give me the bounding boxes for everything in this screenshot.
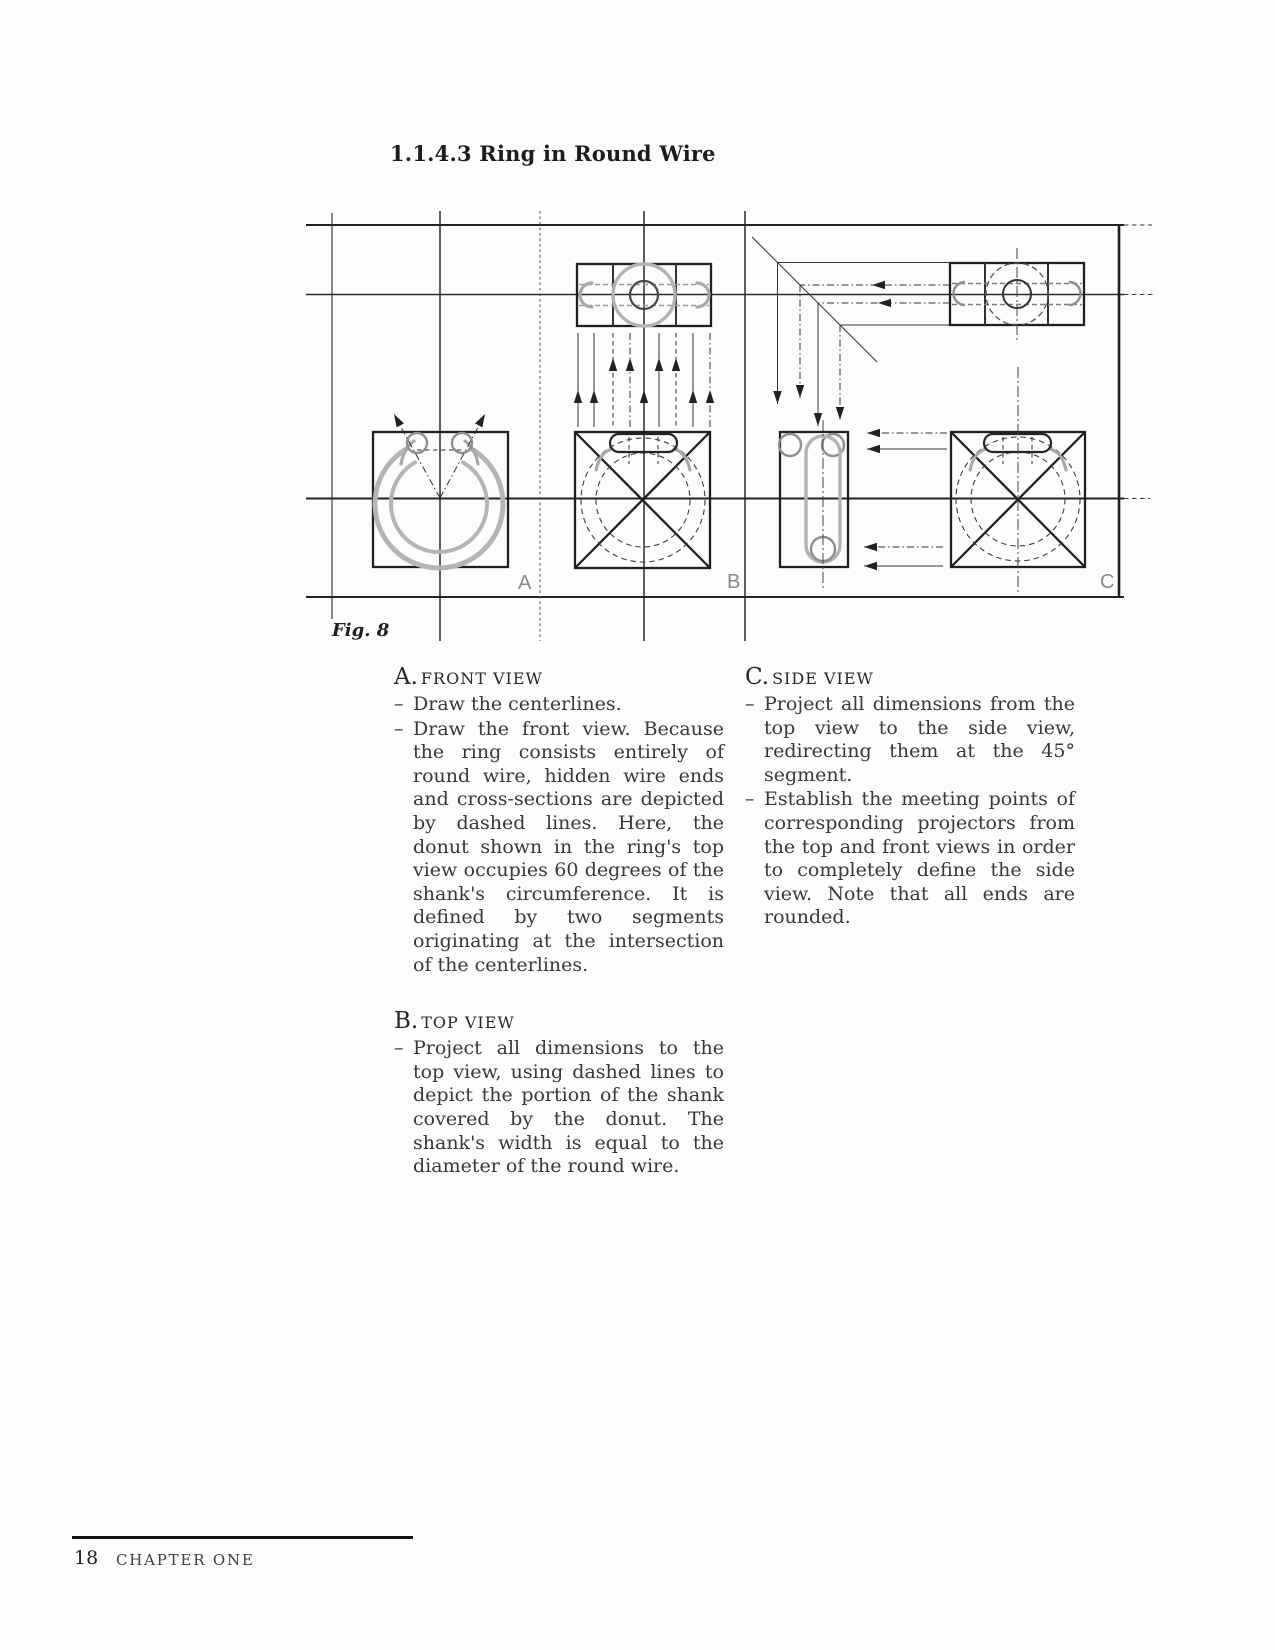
section-b-letter: B. <box>394 1008 419 1035</box>
section-c-letter: C. <box>745 664 770 690</box>
section-b-bullet-1 <box>394 1037 724 1179</box>
bullet-dash: – <box>394 717 404 740</box>
bullet-text: Draw the centerlines. <box>413 693 622 715</box>
bullet-dash: – <box>745 693 755 715</box>
section-a-bullet-2 <box>394 718 724 978</box>
bullet-text: Draw the front view. Because the ring consists entirely of round wire, hidden wire ends and cross-sections are depicted by dashed lines. Here, the donut shown in the ring's top view occupies 60 degrees of the shank's circumference. It is defined by two segments originating at the intersection of the centerlines. <box>413 717 724 976</box>
section-a-letter: A. <box>394 664 418 690</box>
footer-page-number: 18 <box>74 1547 99 1569</box>
text-column-left <box>394 664 724 1179</box>
section-c-heading <box>745 664 1075 692</box>
section-a-title: FRONT VIEW <box>420 669 543 688</box>
section-b-title: TOP VIEW <box>421 1013 515 1033</box>
panel-label-a: A <box>518 572 532 594</box>
panel-a-front-view <box>373 412 532 594</box>
section-a-heading <box>394 664 724 692</box>
section-c-bullet-2 <box>745 788 1075 930</box>
bullet-dash: – <box>745 788 755 811</box>
panel-c-side-view <box>779 420 848 590</box>
section-c-title: SIDE VIEW <box>772 669 874 688</box>
footer-chapter-label: CHAPTER ONE <box>116 1551 255 1569</box>
panel-b-front-view <box>575 432 740 593</box>
fig8-technical-drawing <box>0 0 1275 660</box>
figure-caption: Fig. 8 <box>332 620 390 641</box>
bullet-text: Project all dimensions from the top view to the side view, redirecting them at the 45° segment. <box>764 693 1075 786</box>
footer-rule <box>72 1536 413 1539</box>
bullet-dash: – <box>394 693 404 715</box>
page-title: 1.1.4.3 Ring in Round Wire <box>390 141 716 166</box>
section-b-heading <box>394 1008 724 1036</box>
panel-label-c: C <box>1100 571 1115 593</box>
panel-c-front-view <box>951 367 1114 593</box>
text-column-right <box>745 664 1075 930</box>
section-a-bullet-1 <box>394 693 724 717</box>
bullet-text: Project all dimensions to the top view, using dashed lines to depict the portion of the shank covered by the donut. The shank's width is equal to the diameter of the round wire. <box>413 1037 724 1178</box>
section-c-bullet-1 <box>745 693 1075 787</box>
bullet-text: Establish the meeting points of corresponding projectors from the top and front views in order to completely define the side view. Note that all ends are rounded. <box>764 788 1075 929</box>
panel-c-projection-arrows <box>752 237 950 570</box>
panel-label-b: B <box>727 571 741 593</box>
bullet-dash: – <box>394 1037 404 1060</box>
